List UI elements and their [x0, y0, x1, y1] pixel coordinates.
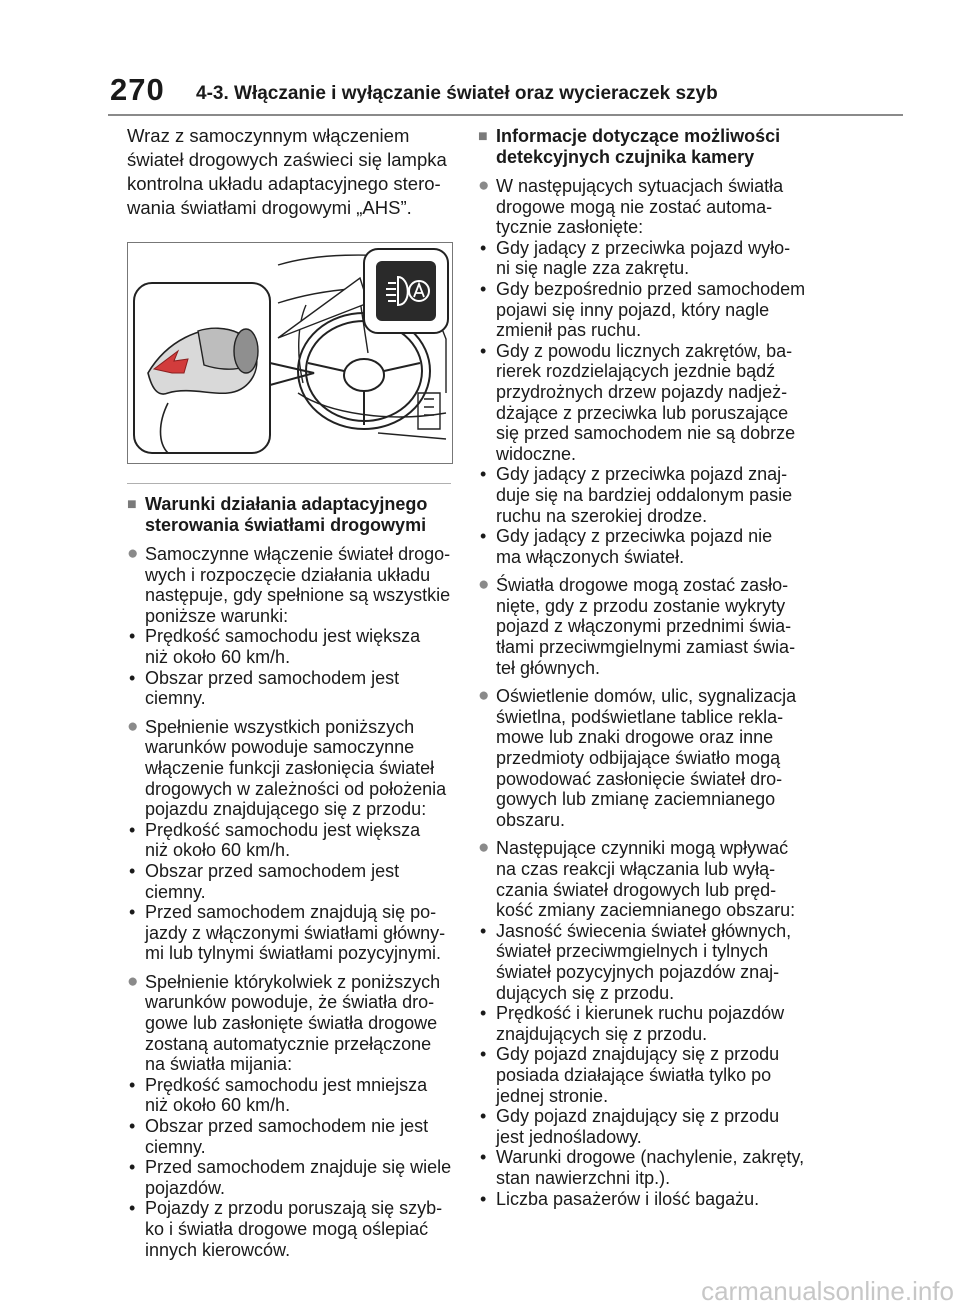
bullet-text [496, 686, 808, 830]
bullet-text [145, 717, 457, 820]
bullet-text [496, 176, 808, 238]
bullet-line: tłami przeciwmgielnymi zamiast świa- [496, 637, 796, 658]
bullet-line: warunków powoduje samoczynne [145, 737, 415, 758]
bullet-line: W następujących sytuacjach światła [496, 176, 784, 196]
bullet-dot-icon: ● [478, 837, 490, 859]
sub-bullet-text [145, 1075, 457, 1116]
intro-line: kontrolna układu adaptacyjnego stero- [127, 173, 441, 194]
sub-bullet-item [127, 1075, 457, 1116]
bullet-line: przedmioty odbijające światło mogą [496, 748, 781, 769]
sub-bullet-item [478, 1147, 808, 1188]
sub-bullet-line: Gdy pojazd znajdujący się z przodu [496, 1106, 780, 1127]
sub-bullet-line: ciemny. [145, 688, 206, 709]
sub-bullet-item [478, 238, 808, 279]
sub-bullet-text [496, 1003, 808, 1044]
dashboard-drawing [128, 243, 452, 463]
sub-bullet-item [127, 626, 457, 667]
intro-line: wania światłami drogowymi „AHS”. [127, 197, 412, 218]
sub-bullet-line: Obszar przed samochodem jest [145, 860, 400, 881]
sub-bullet-line: Gdy z powodu licznych zakrętów, ba- [496, 340, 793, 361]
sub-bullet-line: Liczba pasażerów i ilość bagażu. [496, 1188, 760, 1209]
bullet-line: Następujące czynniki mogą wpływać [496, 838, 789, 859]
bullet-item [478, 575, 808, 678]
sub-bullet-icon: • [480, 1003, 487, 1024]
sub-bullet-icon: • [129, 1198, 136, 1219]
sub-bullet-icon: • [129, 1116, 136, 1137]
sub-bullet-line: przydrożnych drzew pojazdy nadjeż- [496, 381, 788, 402]
sub-bullet-text [145, 861, 457, 902]
sub-bullet-item [478, 464, 808, 526]
sub-bullet-line: ko i światła drogowe mogą oślepiać [145, 1219, 429, 1239]
bullet-text [145, 972, 457, 1075]
bullet-item [478, 176, 808, 238]
bullet-line: czania świateł drogowych lub pręd- [496, 879, 777, 900]
bullet-line: drogowych w zależności od położenia [145, 778, 447, 799]
sub-bullet-line: niż około 60 km/h. [145, 1095, 291, 1116]
bullet-line: nięte, gdy z przodu zostanie wykryty [496, 595, 786, 616]
sub-bullet-line: dżające z przeciwka lub poruszające [496, 402, 789, 423]
conditions-list [127, 544, 457, 1260]
section-heading-camera [478, 126, 808, 168]
bullet-item [478, 838, 808, 920]
bullet-line: powodować zasłonięcie świateł dro- [496, 768, 783, 789]
sub-bullet-icon: • [480, 237, 487, 258]
bullet-text [496, 838, 808, 920]
section-title: 4-3. Włączanie i wyłączanie świateł oraz wycieraczek szyb [196, 83, 718, 104]
sub-bullet-line: ciemny. [145, 881, 206, 902]
bullet-line: pojazdu znajdującego się z przodu: [145, 799, 427, 820]
heading-text [496, 126, 808, 168]
section-mark-icon: ■ [478, 128, 488, 145]
sub-bullet-icon: • [480, 464, 487, 485]
sub-bullet-line: Jasność świecenia świateł głównych, [496, 920, 792, 941]
heading-line: Warunki działania adaptacyjnego [145, 494, 428, 514]
intro-line: świateł drogowych zaświeci się lampka [127, 149, 447, 170]
heading-line: sterowania światłami drogowymi [145, 515, 427, 535]
sub-bullet-line: Prędkość samochodu jest mniejsza [145, 1074, 428, 1095]
bullet-item [127, 717, 457, 820]
sub-bullet-text [496, 921, 808, 1003]
bullet-line: pojazd z włączonymi przednimi świa- [496, 616, 792, 637]
sub-bullet-item [478, 1106, 808, 1147]
sub-bullet-item [478, 341, 808, 465]
bullet-line: zostaną automatycznie przełączone [145, 1033, 432, 1054]
sub-bullet-text [496, 526, 808, 567]
bullet-line: mowe lub znaki drogowe oraz inne [496, 727, 774, 748]
sub-bullet-item [478, 526, 808, 567]
bullet-item [127, 972, 457, 1075]
bullet-line: kość zmiany zaciemnianego obszaru: [496, 900, 796, 921]
intro-line: Wraz z samoczynnym włączeniem [127, 125, 410, 146]
sub-bullet-item [127, 1116, 457, 1157]
bullet-line: Samoczynne włączenie świateł drogo- [145, 544, 451, 564]
sub-bullet-item [478, 1003, 808, 1044]
sub-bullet-line: Pojazdy z przodu poruszają się szyb- [145, 1198, 443, 1219]
bullet-text [496, 575, 808, 678]
sub-bullet-icon: • [129, 626, 136, 647]
sub-bullet-line: się przed samochodem nie są dobrze [496, 423, 796, 444]
bullet-dot-icon: ● [478, 175, 490, 196]
sub-bullet-line: Obszar przed samochodem nie jest [145, 1116, 429, 1137]
sub-bullet-icon: • [480, 278, 487, 299]
bullet-line: włączenie funkcji zasłonięcia świateł [145, 757, 435, 778]
page-number: 270 [110, 72, 165, 107]
bullet-line: Spełnienie którykolwiek z poniższych [145, 971, 441, 992]
watermark-text: carmanualsonline.info [701, 1276, 954, 1306]
bullet-line: Oświetlenie domów, ulic, sygnalizacja [496, 686, 797, 707]
page-header [0, 0, 960, 112]
sub-bullet-line: Przed samochodem znajdują się po- [145, 902, 437, 923]
bullet-line: wych i rozpoczęcie działania układu [145, 564, 431, 585]
bullet-line: teł głównych. [496, 657, 601, 678]
sub-bullet-icon: • [129, 902, 136, 923]
sub-bullet-line: posiada działające światła tylko po [496, 1064, 772, 1085]
bullet-line: następuje, gdy spełnione są wszystkie [145, 585, 451, 606]
sub-bullet-line: niż około 60 km/h. [145, 646, 291, 667]
sub-bullet-icon: • [129, 1074, 136, 1095]
sub-bullet-item [127, 902, 457, 964]
sub-bullet-text [145, 626, 457, 667]
sub-bullet-line: Gdy jadący z przeciwka pojazd znaj- [496, 464, 788, 485]
bullet-line: świetlna, podświetlane tablice rekla- [496, 706, 784, 727]
bullet-line: warunków powoduje, że światła dro- [145, 992, 435, 1013]
sub-bullet-line: Prędkość i kierunek ruchu pojazdów [496, 1003, 785, 1024]
sub-bullet-icon: • [480, 1188, 487, 1209]
sub-bullet-line: Obszar przed samochodem jest [145, 667, 400, 688]
sub-bullet-line: stan nawierzchni itp.). [496, 1167, 671, 1188]
sub-bullet-line: znajdujących się z przodu. [496, 1023, 708, 1044]
sub-bullet-line: jednej stronie. [496, 1085, 609, 1106]
bullet-dot-icon: ● [127, 715, 139, 737]
sub-bullet-item [127, 861, 457, 902]
sub-bullet-item [127, 1198, 457, 1260]
bullet-dot-icon: ● [478, 685, 490, 707]
bullet-item [127, 544, 457, 626]
sub-bullet-line: jest jednośladowy. [496, 1126, 642, 1147]
sub-bullet-line: świateł przeciwmgielnych i tylnych [496, 941, 769, 962]
sub-bullet-line: mi lub tylnymi światłami pozycyjnymi. [145, 943, 442, 964]
sub-bullet-icon: • [480, 526, 487, 547]
sub-bullet-text [145, 820, 457, 861]
sub-bullet-icon: • [480, 920, 487, 941]
sub-bullet-line: Warunki drogowe (nachylenie, zakręty, [496, 1147, 805, 1168]
sub-bullet-icon: • [480, 340, 487, 361]
sub-bullet-line: Prędkość samochodu jest większa [145, 819, 421, 840]
sub-bullet-line: dujących się z przodu. [496, 982, 675, 1003]
sub-bullet-text [496, 464, 808, 526]
section-divider [127, 483, 451, 484]
sub-bullet-text [145, 668, 457, 709]
sub-bullet-line: świateł pozycyjnych pojazdów znaj- [496, 961, 780, 982]
sub-bullet-icon: • [480, 1106, 487, 1127]
intro-paragraph [127, 124, 457, 220]
sub-bullet-text [145, 1116, 457, 1157]
sub-bullet-icon: • [129, 819, 136, 840]
sub-bullet-text [145, 1198, 457, 1260]
sub-bullet-item [478, 921, 808, 1003]
bullet-line: gowe lub zasłonięte światła drogowe [145, 1013, 438, 1034]
sub-bullet-line: innych kierowców. [145, 1239, 291, 1260]
sub-bullet-text [496, 238, 808, 279]
heading-line: detekcyjnych czujnika kamery [496, 147, 755, 167]
sub-bullet-icon: • [480, 1147, 487, 1168]
sub-bullet-line: duje się na bardziej oddalonym pasie [496, 484, 793, 505]
bullet-line: obszaru. [496, 809, 566, 830]
sub-bullet-item [478, 1044, 808, 1106]
sub-bullet-text [496, 341, 808, 465]
heading-line: Informacje dotyczące możliwości [496, 126, 781, 146]
sub-bullet-icon: • [480, 1044, 487, 1065]
sub-bullet-line: Prędkość samochodu jest większa [145, 626, 421, 647]
camera-info-list [478, 176, 808, 1209]
bullet-line: poniższe warunki: [145, 605, 289, 626]
sub-bullet-line: pojazdów. [145, 1177, 226, 1198]
sub-bullet-line: ruchu na szerokiej drodze. [496, 505, 708, 526]
sub-bullet-icon: • [129, 860, 136, 881]
sub-bullet-line: Gdy jadący z przeciwka pojazd nie [496, 526, 773, 547]
sub-bullet-icon: • [129, 667, 136, 688]
sub-bullet-text [145, 1157, 457, 1198]
sub-bullet-text [496, 1044, 808, 1106]
section-mark-icon: ■ [127, 496, 137, 513]
bullet-line: Światła drogowe mogą zostać zasło- [496, 575, 789, 596]
bullet-line: tycznie zasłonięte: [496, 217, 644, 238]
bullet-dot-icon: ● [478, 574, 490, 596]
sub-bullet-line: rierek rozdzielających jezdnie bądź [496, 361, 776, 382]
sub-bullet-line: Gdy pojazd znajdujący się z przodu [496, 1044, 780, 1065]
bullet-text [145, 544, 457, 626]
section-heading-conditions [127, 494, 457, 536]
sub-bullet-line: ma włączonych świateł. [496, 546, 685, 567]
sub-bullet-line: Gdy jadący z przeciwka pojazd wyło- [496, 237, 791, 258]
sub-bullet-item [478, 1189, 808, 1210]
sub-bullet-line: pojawi się inny pojazd, który nagle [496, 299, 770, 320]
bullet-line: drogowe mogą nie zostać automa- [496, 196, 773, 217]
headlight-lever-illustration [127, 242, 453, 464]
sub-bullet-line: jazdy z włączonymi światłami główny- [145, 922, 446, 943]
sub-bullet-item [127, 668, 457, 709]
sub-bullet-line: Gdy bezpośrednio przed samochodem [496, 278, 806, 299]
sub-bullet-line: ciemny. [145, 1136, 206, 1157]
bullet-line: na czas reakcji włączania lub wyłą- [496, 859, 776, 879]
sub-bullet-line: widoczne. [496, 443, 577, 464]
sub-bullet-line: zmienił pas ruchu. [496, 320, 642, 341]
sub-bullet-item [127, 1157, 457, 1198]
header-divider [108, 114, 903, 116]
heading-text [145, 494, 457, 536]
sub-bullet-icon: • [129, 1157, 136, 1178]
right-column [478, 126, 808, 1209]
bullet-line: gowych lub zmianę zaciemnianego [496, 789, 776, 810]
bullet-dot-icon: ● [127, 970, 139, 992]
bullet-line: na światła mijania: [145, 1054, 293, 1075]
bullet-line: Spełnienie wszystkich poniższych [145, 716, 415, 737]
bullet-dot-icon: ● [127, 543, 139, 564]
sub-bullet-text [496, 279, 808, 341]
sub-bullet-text [496, 1106, 808, 1147]
sub-bullet-text [145, 902, 457, 964]
sub-bullet-item [478, 279, 808, 341]
sub-bullet-line: Przed samochodem znajduje się wiele [145, 1157, 452, 1178]
bullet-item [478, 686, 808, 830]
sub-bullet-line: niż około 60 km/h. [145, 840, 291, 861]
left-column [127, 124, 457, 1260]
sub-bullet-line: ni się nagle zza zakrętu. [496, 258, 690, 279]
sub-bullet-item [127, 820, 457, 861]
sub-bullet-text [496, 1189, 808, 1210]
sub-bullet-text [496, 1147, 808, 1188]
